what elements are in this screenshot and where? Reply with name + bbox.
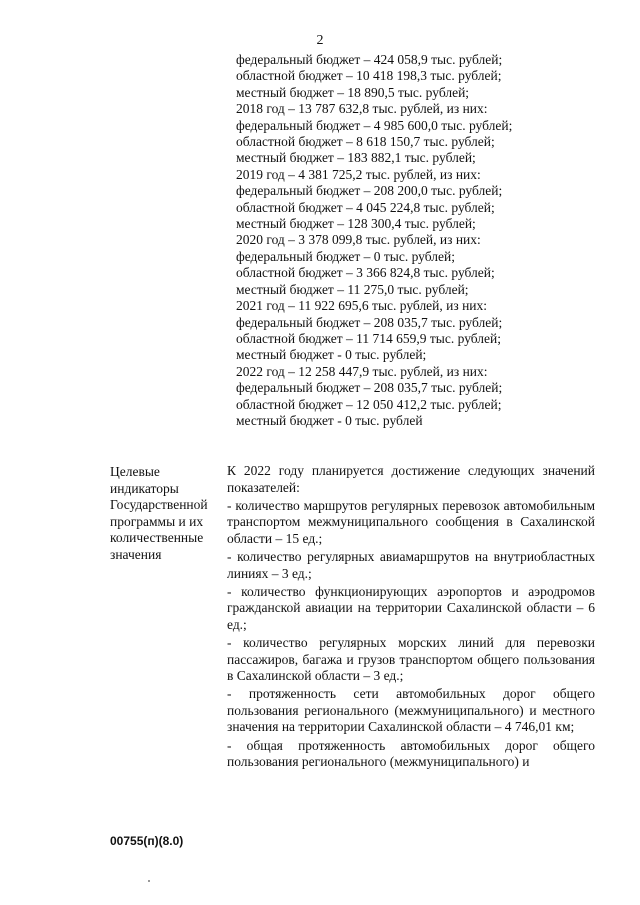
budget-year-line: 2022 год – 12 258 447,9 тыс. рублей, из них: (236, 363, 488, 379)
indicator-item: - общая протяженность автомобильных дорог общего пользования регионального (межмуниципального) и (227, 737, 595, 770)
section-label-line: значения (110, 546, 162, 562)
budget-year-line: 2021 год – 11 922 695,6 тыс. рублей, из них: (236, 298, 488, 314)
budget-line: областной бюджет – 8 618 150,7 тыс. рублей; (236, 134, 495, 150)
budget-line: местный бюджет - 0 тыс. рублей (236, 412, 423, 428)
budget-line: областной бюджет – 11 714 659,9 тыс. рублей; (236, 330, 501, 346)
section-label (110, 464, 225, 563)
indicators-intro: К 2022 году планируется достижение следующих значений показателей: (227, 463, 595, 495)
document-code: 00755(п)(8.0) (110, 834, 184, 848)
indicators-text (227, 463, 595, 772)
budget-line: областной бюджет – 3 366 824,8 тыс. рублей; (236, 265, 495, 281)
budget-line: местный бюджет - 0 тыс. рублей; (236, 347, 427, 363)
indicator-item: - количество функционирующих аэропортов и аэродромов гражданской авиации на территории Сахалинской области – 6 ед.; (227, 583, 595, 632)
section-label-line: Целевые (110, 464, 160, 479)
indicator-item: - количество регулярных авиамаршрутов на внутриобластных линиях – 3 ед.; (227, 548, 595, 581)
indicator-item: - количество маршрутов регулярных перевозок автомобильным транспортом межмуниципального сообщения в Сахалинской области – 15 ед.; (227, 497, 595, 546)
indicator-item: - протяженность сети автомобильных дорог общего пользования регионального (межмуниципального) и местного значения на территории Сахалинской области – 4 746,01 км; (227, 686, 595, 735)
scan-speck (148, 880, 150, 882)
page-number: 2 (316, 33, 324, 48)
budget-line: федеральный бюджет – 208 035,7 тыс. рублей; (236, 314, 503, 330)
section-label-line: количественные (110, 530, 204, 545)
budget-line: местный бюджет – 18 890,5 тыс. рублей; (236, 84, 470, 100)
indicator-item: - количество регулярных морских линий для перевозки пассажиров, багажа и грузов транспортом общего пользования в Сахалинской области – 3 ед.; (227, 634, 595, 684)
budget-line: федеральный бюджет – 0 тыс. рублей; (236, 248, 455, 264)
budget-year-line: 2020 год – 3 378 099,8 тыс. рублей, из них: (236, 232, 481, 248)
section-label-line: Государственной (110, 497, 208, 512)
budget-breakdown (236, 52, 576, 429)
budget-line: федеральный бюджет – 4 985 600,0 тыс. рублей; (236, 117, 513, 133)
budget-line: местный бюджет – 128 300,4 тыс. рублей; (236, 216, 476, 232)
budget-line: федеральный бюджет – 208 035,7 тыс. рублей; (236, 380, 503, 396)
budget-line: федеральный бюджет – 424 058,9 тыс. рублей; (236, 52, 503, 67)
budget-line: областной бюджет – 4 045 224,8 тыс. рублей; (236, 199, 495, 215)
budget-line: местный бюджет – 11 275,0 тыс. рублей; (236, 281, 469, 297)
budget-year-line: 2019 год – 4 381 725,2 тыс. рублей, из них: (236, 166, 481, 182)
budget-line: областной бюджет – 10 418 198,3 тыс. рублей; (236, 68, 502, 84)
budget-line: областной бюджет – 12 050 412,2 тыс. рублей; (236, 396, 502, 412)
section-label-line: программы и их (110, 513, 204, 529)
budget-line: федеральный бюджет – 208 200,0 тыс. рублей; (236, 183, 503, 199)
section-label-line: индикаторы (110, 480, 179, 496)
budget-line: местный бюджет – 183 882,1 тыс. рублей; (236, 150, 476, 166)
budget-year-line: 2018 год – 13 787 632,8 тыс. рублей, из них: (236, 101, 488, 117)
